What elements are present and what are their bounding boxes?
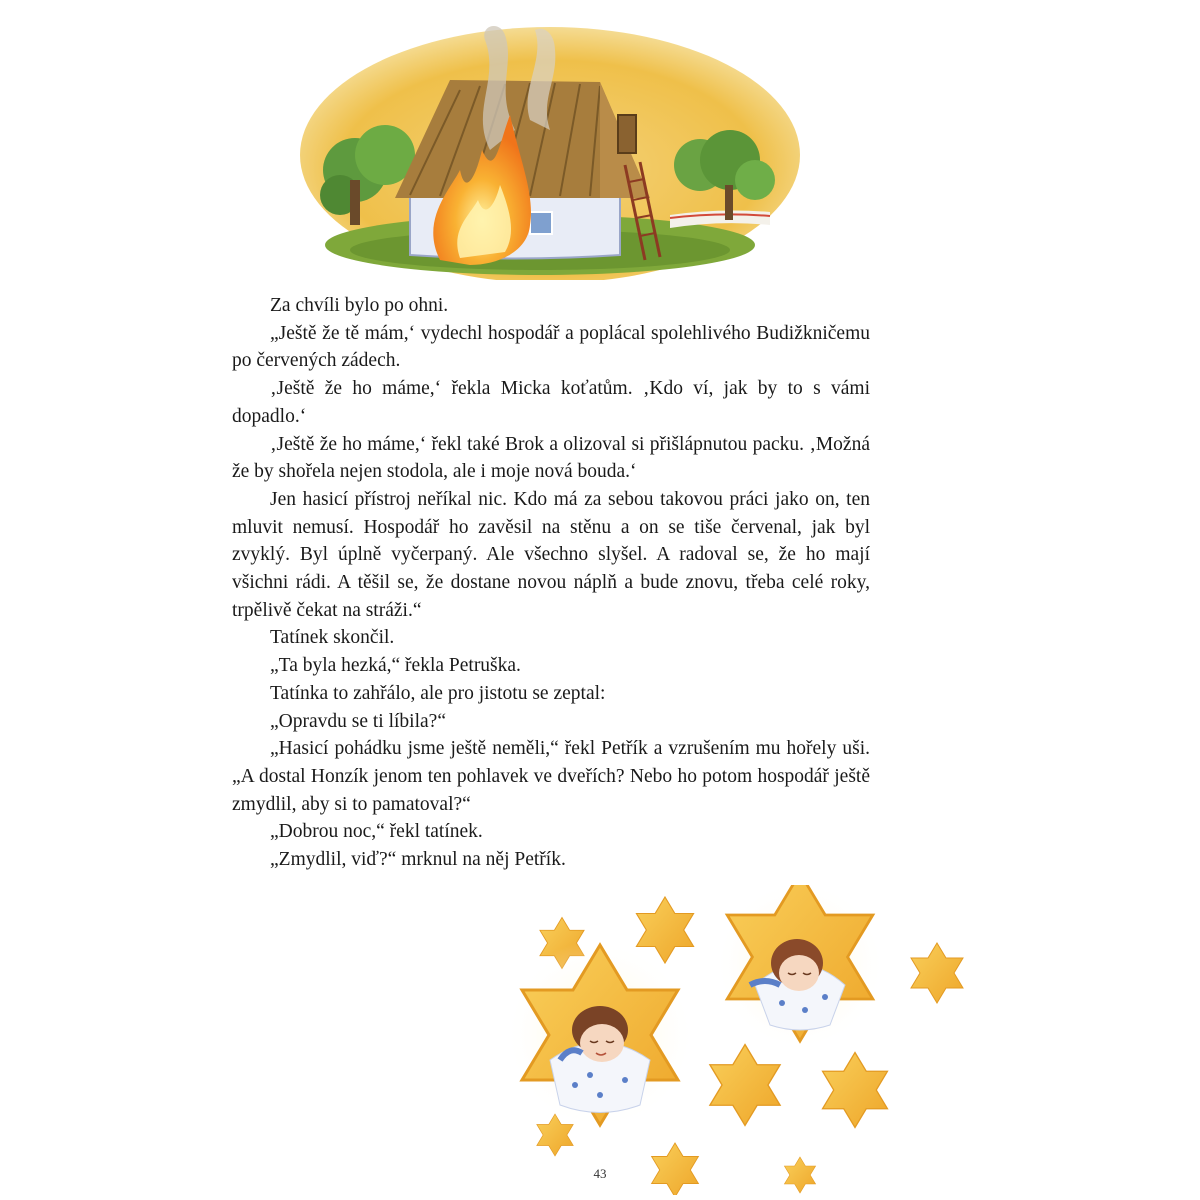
story-paragraph: Tatínek skončil. [270, 627, 395, 649]
story-paragraph: „Ta byla hezká,“ řekla Petruška. [270, 655, 521, 677]
sleeping-children-stars-illustration [500, 885, 980, 1195]
story-paragraph: Za chvíli bylo po ohni. [270, 295, 449, 316]
story-text [232, 292, 870, 874]
story-paragraph: ‚Ještě že ho máme,‘ řekla Micka koťatům. ‚Kdo ví, jak by to s vámi dopadlo.‘ [232, 378, 870, 427]
story-paragraph: „Ještě že tě mám,‘ vydechl hospodář a poplácal spolehlivého Budižkničemu po červených zádech. [232, 322, 870, 372]
story-paragraph: „Dobrou noc,“ řekl tatínek. [270, 821, 483, 843]
story-paragraph: „Hasicí pohádku jsme ještě neměli,“ řekl Petřík a vzrušením mu hořely uši. „A dostal Honzík jenom ten pohlavek ve dveřích? Nebo ho potom hospodář ještě zmydlil, aby si to pamatoval?“ [232, 738, 870, 815]
burning-cottage-illustration [300, 20, 800, 280]
story-paragraph: „Opravdu se ti líbila?“ [270, 710, 446, 732]
page-number: 43 [593, 1166, 607, 1181]
story-paragraph: Tatínka to zahřálo, ale pro jistotu se zeptal: [270, 682, 606, 704]
story-paragraph: ‚Ještě že ho máme,‘ řekl také Brok a olizoval si přišlápnutou packu. ‚Možná že by shořela nejen stodola, ale i moje nová bouda.‘ [232, 433, 870, 483]
story-paragraph: „Zmydlil, viď?“ mrknul na něj Petřík. [270, 849, 566, 871]
story-paragraph: Jen hasicí přístroj neříkal nic. Kdo má za sebou takovou práci jako on, ten mluvit nemusí. Hospodář ho zavěsil na stěnu a on se tiše červenal, jak byl zvyklý. Byl úplně vyčerpaný. Ale všechno slyšel. A radoval se, že ho mají všichni rádi. A těšil se, že dostane novou náplň a bude znovu, třeba celé roky, trpělivě čekat na stráži.“ [232, 488, 870, 621]
